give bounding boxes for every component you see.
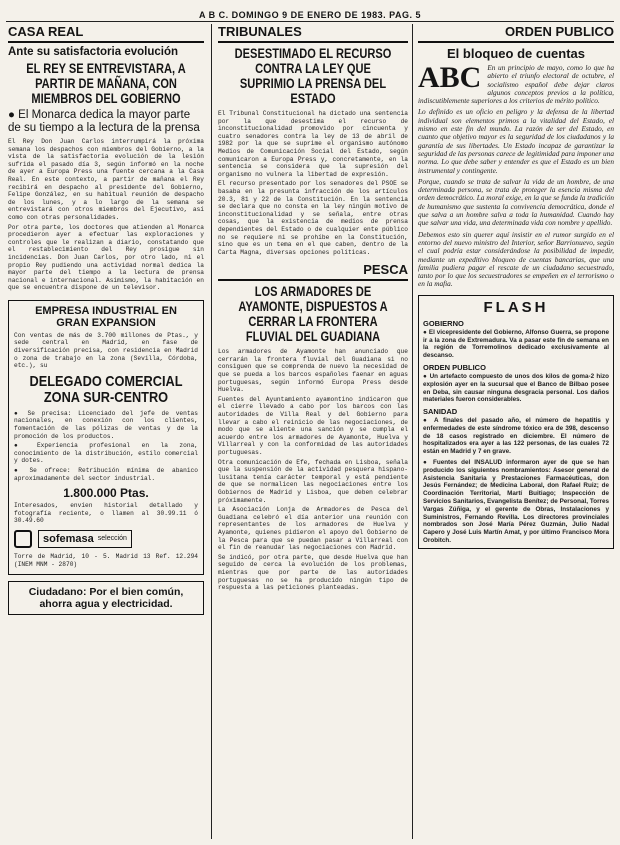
editorial-body: Debemos esto sin querer aquí insistir en el rumor surgido en el entorno del nuevo ministro del Interior, señor Barrionuevo, según el cual podría estar considerándose la posibilidad de impedir, mediante un expeditivo bloqueo de cuentas bancarias, que una familia pudiera pagar el rescate de un ciudadano secuestrado, tanto por lo que los secuestradores se empeñen en el terrorismo o en la mafia. [418, 229, 614, 289]
flash-section: ORDEN PUBLICO [423, 362, 486, 372]
article-body: La Asociación Lonja de Armadores de Pesca del Guadiana celebró el día anterior una reunión con representantes de los armadores de Huelva y Ayamonte, quienes pidieron el apoyo del Gobierno de la Pesca para que se puedan pasar a Villarreal con el fin de reanudar las negociaciones con Madrid. [218, 506, 408, 552]
editorial-title: El bloqueo de cuentas [447, 46, 585, 61]
section-tribunales: TRIBUNALES [218, 22, 408, 43]
job-advertisement [8, 300, 204, 575]
page-header: A B C. DOMINGO 9 DE ENERO DE 1983. PAG. 5 [198, 10, 422, 20]
section-orden-publico: ORDEN PUBLICO [418, 22, 614, 43]
logo-name: sofemasa [43, 532, 94, 545]
civic-notice: Ciudadano: Por el bien común, ahorra agua y electricidad. [8, 581, 204, 615]
abc-logo: ABC [418, 61, 482, 94]
flash-box [418, 295, 614, 549]
section-pesca: PESCA [218, 260, 408, 281]
ad-intro: Con ventas de más de 3.700 millones de Ptas., y sede central en Madrid, en fase de diversificación precisa, con residencia en Madrid o zona de trabajo en la zona (Sevilla, Córdoba, etc.), su [14, 331, 198, 370]
article-body: Se indicó, por otra parte, que desde Huelva que han seguido de cerca la evolución de los problemas, mientras que por parte de las autoridades portuguesas no se ha producido ningún tipo de respuesta a las peticiones planteadas. [218, 553, 408, 592]
ad-heading: GRAN EXPANSION [56, 316, 156, 329]
column-divider-1 [211, 24, 212, 839]
flash-item: ● Fuentes del INSALUD informaron ayer de que se han producido los siguientes nombramientos: Asesor general de Asistencia Sanitaria y Prestaciones Farmacéuticas, don Jesús Fernández; de Medicina Laboral, don Rafael Ruiz; de Coordinación Territorial, Martí Buitiago; Inspección de Servicios Sanitarios, Evangelista Benítez; de Personal, Torres Vargas Zúñiga, y el gerente de Obras, Instalaciones y Suministros, Fernando Revilla. Los directores provinciales nombrados son José María Pérez Guzmán, Julio Nadal Capero y José Luis Martín Amat, y por último Francisco Mora Orobitch. [423, 459, 609, 545]
sofemasa-logo-icon [14, 530, 32, 548]
article-headline: EL REY SE ENTREVISTARA, A PARTIR DE MAÑANA, CON MIEMBROS DEL GOBIERNO [26, 61, 186, 106]
article-body: El recurso presentado por los senadores del PSOE se basaba en la presunta infracción de los artículos 20.3, 81 y 22 de la Constitución. En la sentencia se declara que no consta en la ley ningún motivo de inconstitucionalidad y se señala, entre otras cosas, que la existencia de medios de prensa dependientes del Estado o de cualquier ente público no se requiere ni se prohíbe en la Constitución, sino que es un tema en el que caben, dentro de la Carta Magna, diversas opciones políticas. [218, 180, 408, 256]
section-casa-real: CASA REAL [8, 22, 204, 43]
flash-item: ● Un artefacto compuesto de unos dos kilos de goma-2 hizo explosión ayer en la sucursal que el Banco de Bilbao posee en Deba, sin causar ninguna desgracia personal. Los daños materiales fueron considerables. [423, 372, 609, 404]
flash-section: GOBIERNO [423, 318, 464, 328]
editorial-body: Lo definido es un oficio en peligro y la defensa de la libertad individual son elementos primos a la vitalidad del Estado, el mismo en este fin del mundo. La razón de ser del Estado, en cuanto que objetivo mayor es la seguridad de los ciudadanos y la garantía de sus libertades. Un Estado incapaz de garantizar la seguridad de las personas carece de legitimidad para imponer una norma. Lo que debe saber y entender es que el Estado es un bien instrumental y contingente. [418, 107, 614, 175]
article-body: El Tribunal Constitucional ha dictado una sentencia por la que desestima el recurso de inconstitucionalidad promovido por cincuenta y cuatro senadores contra la ley de 13 de abril de 1982 por la que se suprime el organismo autónomo Medios de Comunicación Social del Estado, según comunicaron a Europa Press y, concretamente, en la sentencia se considera que la supresión del organismo no vulnera la libertad de expresión. [218, 110, 408, 178]
flash-item: ● A finales del pasado año, el número de hepatitis y enfermedades de este síndrome tóxico era de 398, descenso de 18 casos registrado en diciembre. El número de hospitalizados era ayer a las 122 personas, de las cuales 72 están en Madrid y 7 en grave. [423, 417, 609, 456]
flash-section: SANIDAD [423, 407, 458, 417]
flash-item: ● El vicepresidente del Gobierno, Alfonso Guerra, se propone ir a la zona de Extremadura. Va a pasar este fin de semana en la región de Torremolinos dedicado exclusivamente al descanso. [423, 328, 609, 360]
article-headline: LOS ARMADORES DE AYAMONTE, DISPUESTOS A CERRAR LA FRONTERA FLUVIAL DEL GUADIANA [238, 284, 388, 345]
article-body: Fuentes del Ayuntamiento ayamontino indicaron que el cierre llevado a cabo por los barcos con las autoridades de Villa Real y del Gobierno para llevar a cabo el reinicio de las negociaciones, de modo que se aliente una sanción y se cumpla el acuerdo entre los armadores de Ayamonte, Huelva y Villarreal y con la conformidad de las autoridades portuguesas. [218, 395, 408, 456]
logo-box [38, 530, 132, 548]
ad-salary: 1.800.000 Ptas. [63, 486, 149, 501]
ad-position-title: DELEGADO COMERCIAL ZONA SUR-CENTRO [29, 372, 183, 406]
ad-heading: EMPRESA INDUSTRIAL EN [35, 304, 177, 317]
column-orden-publico [418, 22, 614, 837]
article-body: Otra comunicación de Efe, fechada en Lisboa, señala que la suspensión de la actividad pesquera hispano-lusitana tenía carácter temporal y está pendiente de que se normalicen las negociaciones entre los Gobiernos de Madrid y Lisboa, que deben celebrar próximamente. [218, 458, 408, 504]
ad-item: ● Se ofrece: Retribución mínima de abanico aproximadamente del sector industrial. [14, 467, 198, 482]
article-headline: DESESTIMADO EL RECURSO CONTRA LA LEY QUE SUPRIMIO LA PRENSA DEL ESTADO [234, 46, 392, 106]
ad-contact: Interesados, envíen historial detallado y fotografía reciente, o llamen al 30.99.11 ó 30.49.60 [14, 502, 198, 525]
article-subheadline: ● El Monarca dedica la mayor parte de su tiempo a la lectura de la prensa [8, 109, 200, 134]
bullet-icon: ● [8, 109, 19, 121]
flash-title: FLASH [483, 298, 549, 316]
column-tribunales [218, 22, 408, 837]
ad-address: Torre de Madrid, 10 - 5. Madrid 13 Ref. 12.294 (INEM MNM - 2870) [14, 552, 198, 568]
logo-subtitle: selección [97, 535, 127, 543]
article-body: Por otra parte, los doctores que atienden al Monarca procedieron ayer a efectuar las exploraciones y controles que le realizan a diario, constatando que el restablecimiento del Rey prosigue sin incidencias. Don Juan Carlos, por otro lado, ni el propio Rey pudiendo una actividad normal dedica la mayor parte del tiempo a la lectura de prensa nacional e internacional. Asimismo, la habitación en que se encuentra dispone de un televisor. [8, 223, 204, 292]
ad-logo [14, 530, 198, 548]
editorial-body: En un principio de mayo, como lo que ha abierto el triunfo electoral de octubre, el socialismo español debe dejar claros algunos conceptos previos a la política, indiscutiblemente superiores a los criterios de mérito político. [418, 63, 614, 106]
article-body: Los armadores de Ayamonte han anunciado que cerrarán la frontera fluvial del Guadiana si no consiguen que se comprenda de nuevo la necesidad de que se pueda a los barcos españoles faenar en aguas portuguesas, según informó Europa Press desde Huelva. [218, 348, 408, 394]
column-divider-2 [412, 24, 413, 839]
article-kicker: Ante su satisfactoria evolución [8, 46, 178, 58]
article-body: El Rey Don Juan Carlos interrumpirá la próxima semana los despachos con miembros del Gobierno, a la vista de la satisfactoria evolución de la lesión sufrida el pasado día 3, según informó en la noche de ayer a Europa Press una fuente cercana a la Casa Real. En este contexto, a partir de mañana el Rey recibirá en despacho al presidente del Gobierno, Felipe González, en su habitual reunión de despacho de los lunes, y a lo largo de la semana se entrevistará con otros miembros del Ejecutivo, así como con otras personalidades. [8, 138, 204, 221]
ad-item: ● Experiencia profesional en la zona, conocimiento de la distribución, estilo comercial y dotes. [14, 442, 198, 465]
ad-item: ● Se precisa: Licenciado del jefe de ventas nacionales, en conexión con los clientes, fomentación de las pólizas de ventas y de la promoción de los productos. [14, 410, 198, 440]
column-casa-real [8, 22, 204, 837]
editorial-body: Porque, cuando se trata de salvar la vida de un hombre, de una determinada persona, se trata de proteger la esencia misma del orden democrático. La moral exige, en la que se funda la tradición de humanismo que sustenta la convivencia democrática, donde el que salva a un hombre salva a toda la humanidad. Cuando hay que salvar una vida, una determinada vida con nombre y apellido. [418, 176, 614, 228]
